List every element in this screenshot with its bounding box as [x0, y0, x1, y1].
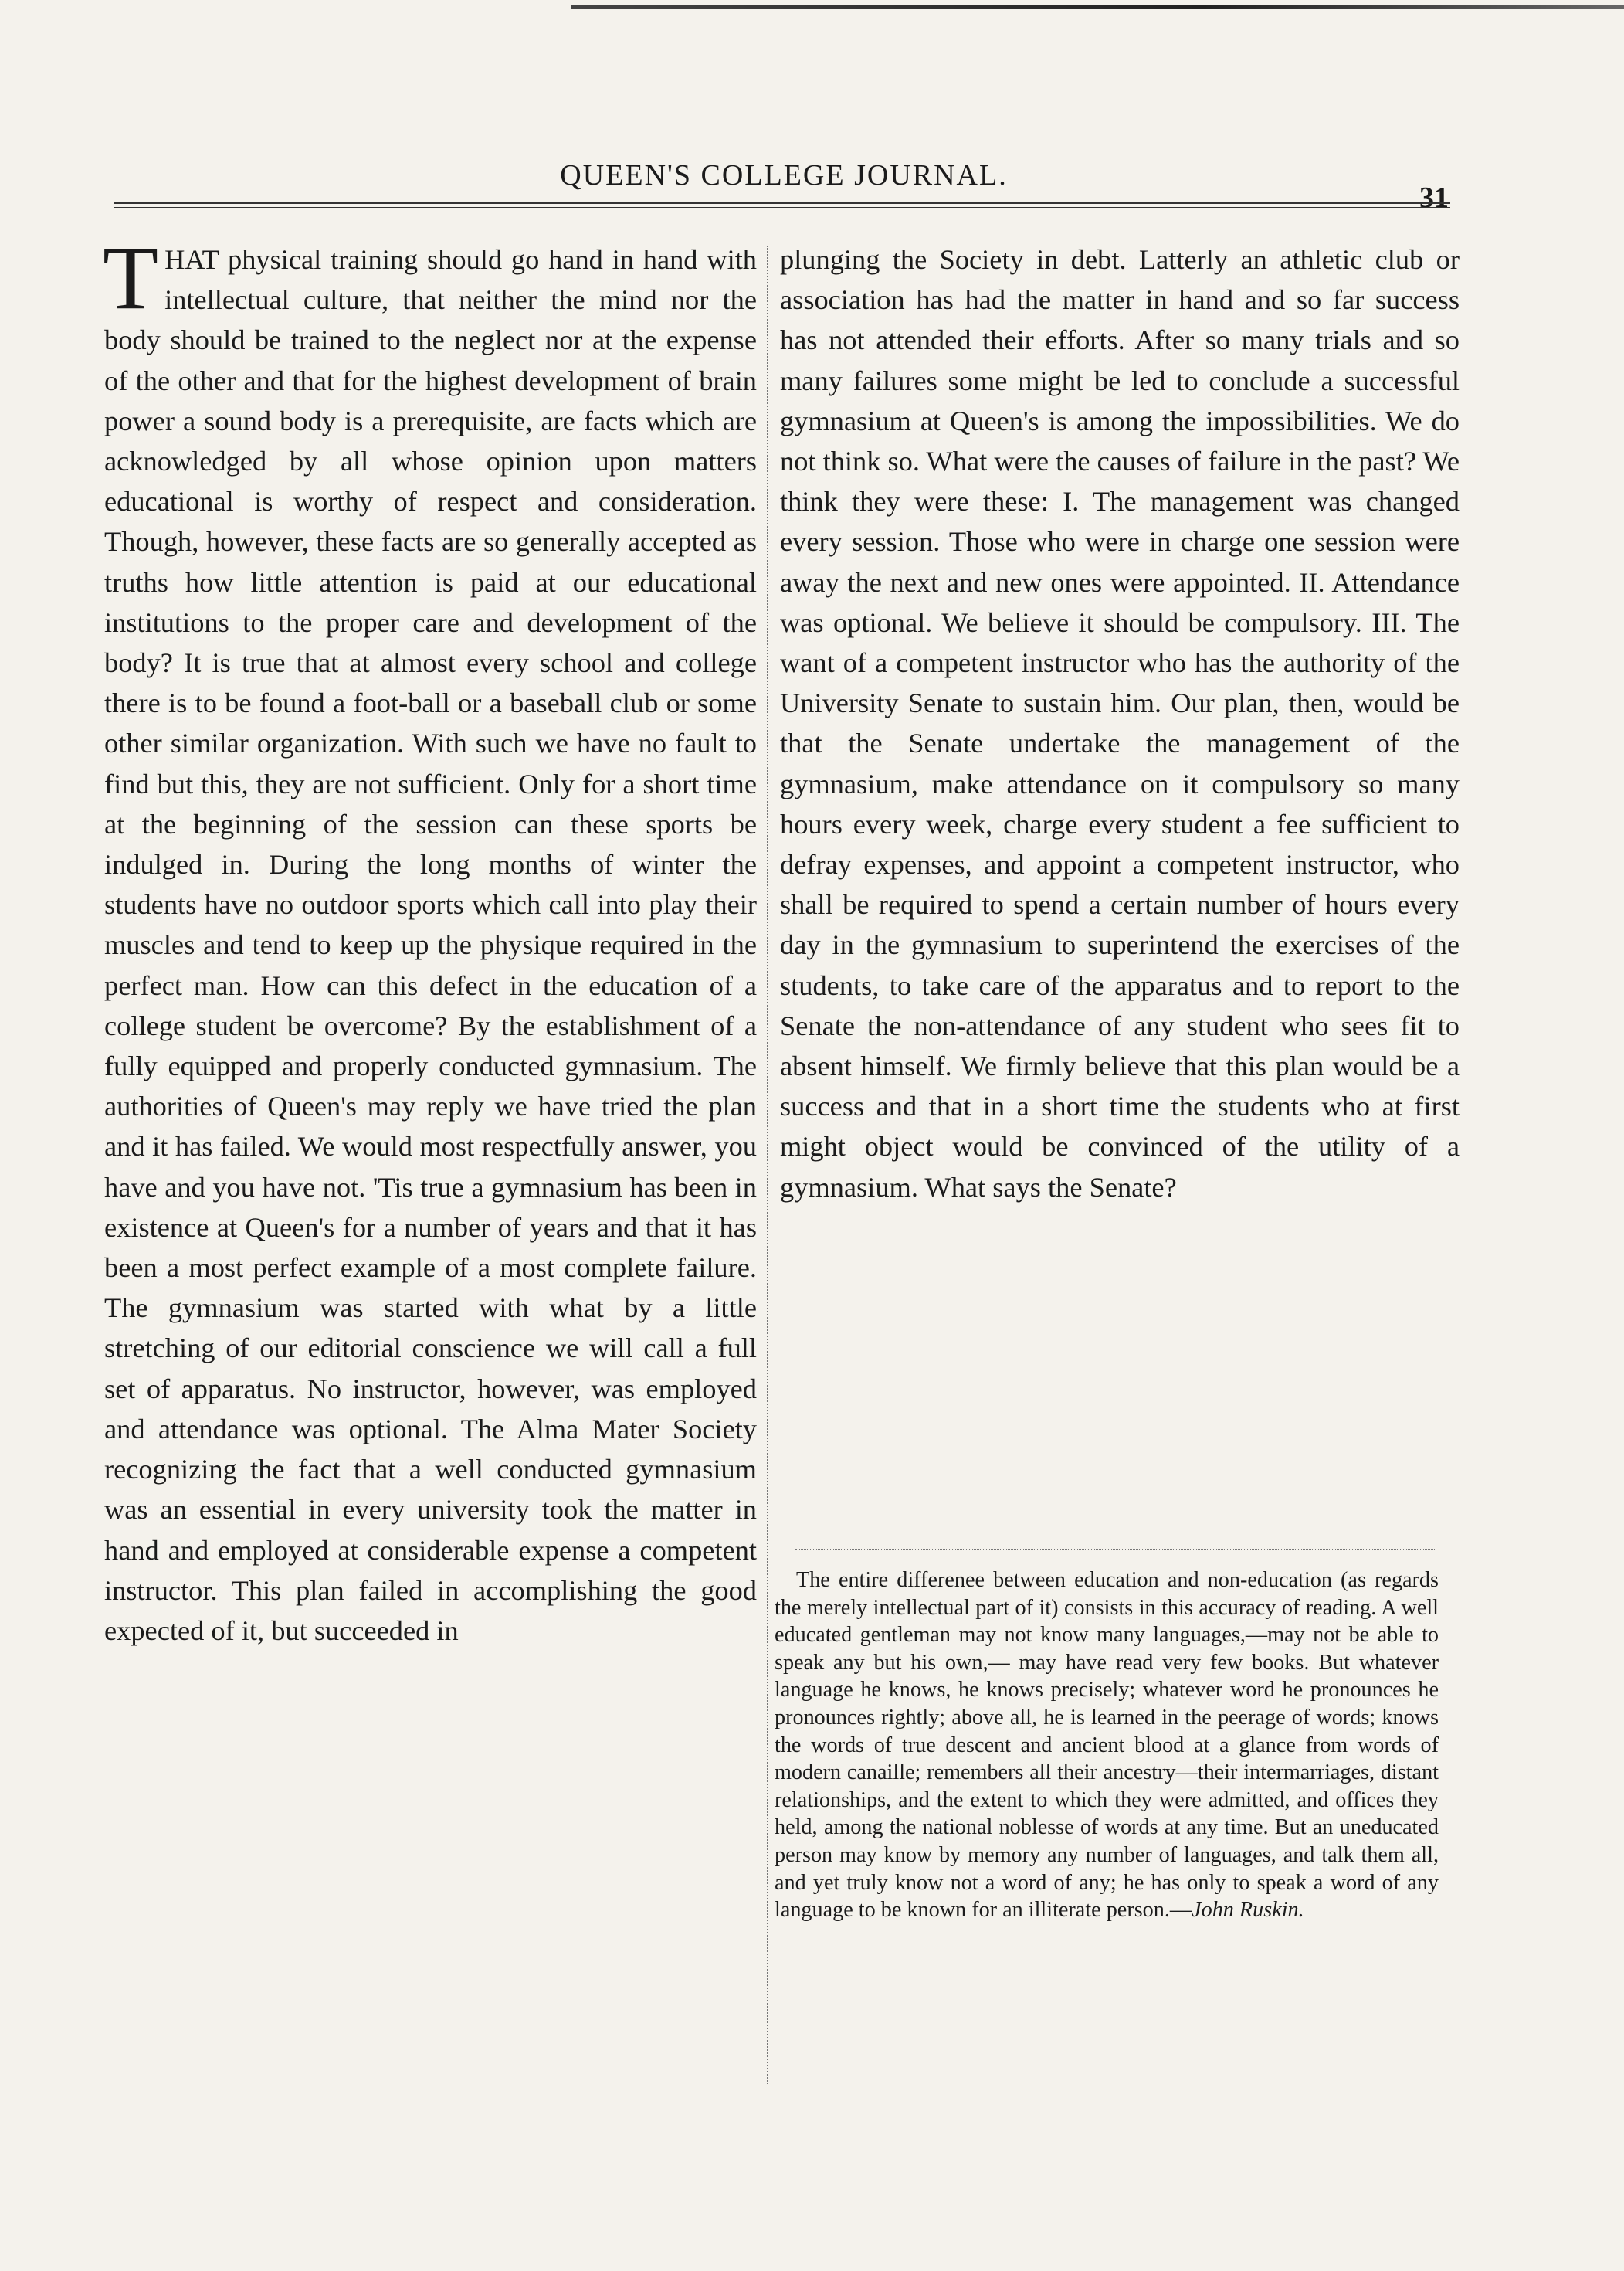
dropcap-letter: T	[103, 227, 159, 328]
page-number: 31	[1419, 182, 1449, 214]
right-column	[780, 239, 1460, 1207]
quote-attribution: John Ruskin.	[1192, 1898, 1304, 1923]
header-rule	[114, 202, 1450, 208]
top-edge-rule	[571, 5, 1624, 9]
quote-text: The entire differenee between education and non-education (as regards the merely intellectual part of it) consists in this accuracy of reading. A well educated gentleman may not know many languages,—may not be able to speak any but his own,— may have read very few books. But whatever language he knows, he knows precisely; whatever word he pronounces he pronounces rightly; above all, he is learned in the peerage of words; knows the words of true descent and ancient blood at a glance from words of modern canaille; remembers all their ancestry—their intermarriages, distant relationships, and the extent to which they were admitted, and offices they held, among the national noblesse of words at any time. But an uneducated person may know by memory any number of languages, and talk them all, and yet truly know not a word of any; he has only to speak a word of any language to be known for an illiterate person.—	[775, 1568, 1439, 1923]
quote-separator-rule	[795, 1549, 1436, 1550]
journal-title: QUEEN'S COLLEGE JOURNAL.	[560, 159, 1008, 192]
ruskin-quote	[775, 1567, 1439, 1924]
article-left-text: HAT physical training should go hand in hand with intellectual culture, that neither the mind nor the body should be trained to the neglect nor at the expense of the other and that for the highest development of brain power a sound body is a prerequisite, are facts which are acknowledged by all whose opinion upon matters educational is worthy of respect and consideration. Though, however, these facts are so generally accepted as truths how little attention is paid at our educational institutions to the proper care and development of the body? It is true that at almost every school and college there is to be found a foot-ball or a baseball club or some other similar organization. With such we have no fault to find but this, they are not sufficient. Only for a short time at the beginning of the session can these sports be indulged in. During the long months of winter the students have no outdoor sports which call into play their muscles and tend to keep up the physique required in the perfect man. How can this defect in the education of a college student be overcome? By the establishment of a fully equipped and properly conducted gymnasium. The authorities of Queen's may reply we have tried the plan and it has failed. We would most respectfully answer, you have and you have not. 'Tis true a gymnasium has been in existence at Queen's for a number of years and that it has been a most perfect example of a most complete failure. The gymnasium was started with what by a little stretching of our editorial conscience we will call a full set of apparatus. No instructor, however, was employed and attendance was optional. The Alma Mater Society recognizing the fact that a well conducted gymnasium was an essential in every university took the matter in hand and employed at considerable expense a competent instructor. This plan failed in accomplishing the good expected of it, but succeeded in	[104, 244, 757, 1646]
column-divider	[767, 246, 768, 2084]
article-right-text: plunging the Society in debt. Latterly an athletic club or association has had the matter in hand and so far success has not attended their efforts. After so many trials and so many failures some might be led to conclude a successful gymnasium at Queen's is among the impossibilities. We do not think so. What were the causes of failure in the past? We think they were these: I. The management was changed every session. Those who were in charge one session were away the next and new ones were appointed. II. Attendance was optional. We believe it should be compulsory. III. The want of a competent instructor who has the authority of the University Senate to sustain him. Our plan, then, would be that the Senate undertake the management of the gymnasium, make attendance on it compulsory so many hours every week, charge every student a fee sufficient to defray expenses, and appoint a competent instructor, who shall be required to spend a certain number of hours every day in the gymnasium to superintend the exercises of the students, to take care of the apparatus and to report to the Senate the non-attendance of any student who sees fit to absent himself. We firmly believe that this plan would be a success and that in a short time the students who at first might object would be convinced of the utility of a gymnasium. What says the Senate?	[780, 244, 1460, 1203]
left-column	[103, 227, 757, 1651]
article-left-paragraph	[103, 227, 757, 1651]
